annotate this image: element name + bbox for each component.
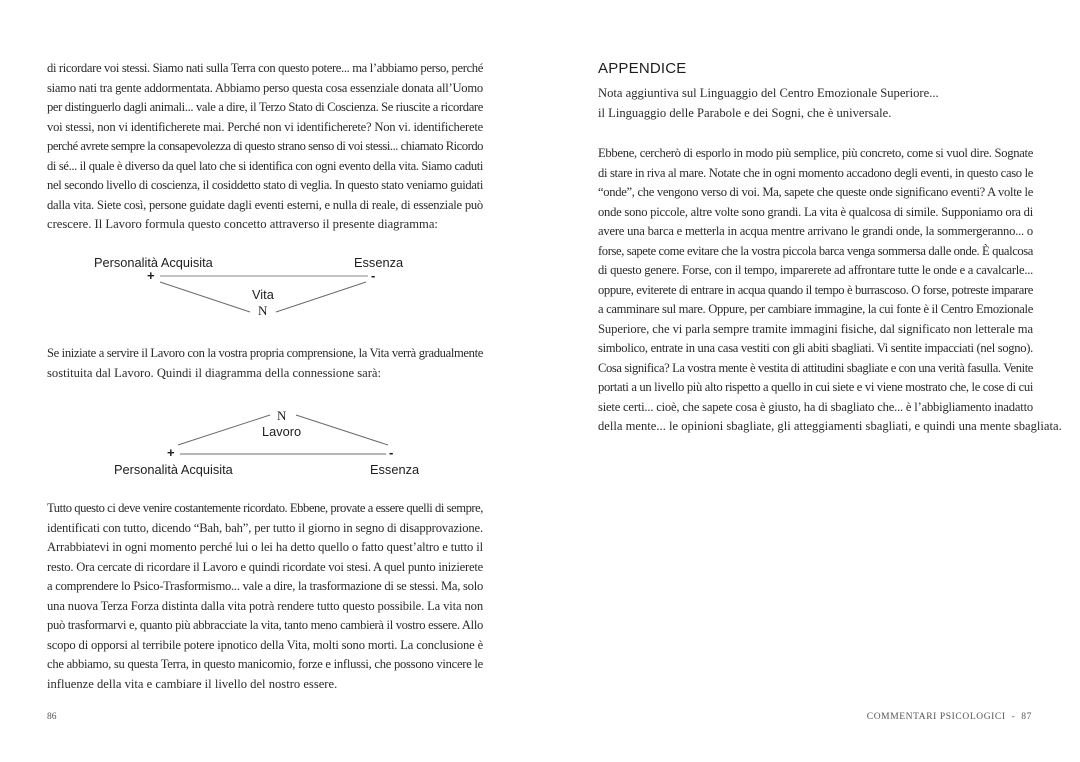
text-line: può trasformarvi e, quanto più abbracciate la vita, tanto meno cambierà il vostro essere. Allo bbox=[47, 618, 483, 632]
text-line: a camminare sul mare. Oppure, per cambiare immagine, la cui fonte è il Centro Emozionale bbox=[598, 302, 1033, 316]
diagram-lavoro-vertex: N bbox=[277, 408, 287, 423]
text-line: “onde”, che vengono verso di voi. Ma, sapete che queste onde significano eventi? A volte le bbox=[598, 185, 1033, 199]
text-line: avere una barca e metterla in acqua mentre arrivano le grandi onde, la sommergeranno... o bbox=[598, 224, 1033, 238]
text-line: siete certi... cioè, che sapete cosa è giusto, ha di sbagliato che... è l’abbigliamento inadatto bbox=[598, 399, 1033, 414]
diagram-vita-left-label: Personalità Acquisita bbox=[94, 255, 213, 270]
text-line: Ebbene, cercherò di esporlo in modo più semplice, più concreto, come si vuol dire. Sognate bbox=[598, 146, 1033, 160]
diagram-lavoro-minus: - bbox=[389, 445, 394, 460]
text-line: siamo nati tra gente addormentata. Abbiamo perso questa cosa essenziale donata all’Uomo bbox=[47, 80, 483, 95]
diagram-vita-vertex: N bbox=[258, 303, 268, 318]
text-line: Arrabbiatevi in ogni momento perché lui o lei ha detto quello o fatto quest’altro e tutto il bbox=[47, 540, 483, 554]
diagram-lavoro-right-edge bbox=[296, 415, 388, 445]
text-line: dalla vita. Siete così, persone guidate dagli eventi esterni, e nulla di reale, di essenziale può bbox=[47, 197, 483, 212]
diagram-lavoro-left-label: Personalità Acquisita bbox=[114, 462, 233, 477]
text-line: nel secondo livello di coscienza, il cosiddetto stato di veglia. In questo stato veniamo guidati bbox=[47, 178, 483, 192]
text-line: Tutto questo ci deve venire costantemente ricordato. Ebbene, provate a essere quelli di sempre, bbox=[47, 501, 483, 515]
text-line: di ricordare voi stessi. Siamo nati sulla Terra con questo potere... ma l’abbiamo perso, perché bbox=[47, 61, 483, 75]
diagram-lavoro bbox=[110, 405, 440, 485]
text-line: che abbiamo, su questa Terra, in questo manicomio, forze e influssi, che possono vincere le bbox=[47, 657, 483, 671]
text-line: identificati con tutto, dicendo “Bah, bah”, per tutto il giorno in segno di disapprovazione. bbox=[47, 520, 483, 535]
text-line: onde sono piccole, altre volte sono grandi. La vita è qualcosa di simile. Supponiamo ora di bbox=[598, 204, 1033, 219]
text-line: sostituita dal Lavoro. Quindi il diagramma della connessione sarà: bbox=[47, 365, 381, 380]
appendix-subtitle-line-1: Nota aggiuntiva sul Linguaggio del Centro Emozionale Superiore... bbox=[598, 86, 939, 100]
diagram-vita-center-label: Vita bbox=[252, 287, 274, 302]
diagram-vita bbox=[90, 250, 450, 325]
left-paragraph-2 bbox=[47, 344, 483, 383]
diagram-lavoro-plus: + bbox=[167, 445, 175, 460]
left-paragraph-1 bbox=[47, 59, 483, 235]
diagram-vita-lines bbox=[90, 250, 450, 325]
text-line: Superiore, che vi parla sempre tramite immagini fisiche, dal significato non letterale ma bbox=[598, 321, 1033, 336]
text-line: per distinguerlo dagli animali... vale a dire, il Terzo Stato di Coscienza. Se riuscite a ricordare bbox=[47, 100, 483, 114]
diagram-vita-right-edge bbox=[276, 282, 366, 312]
text-line: perché avrete sempre la consapevolezza di questo strano senso di voi stessi... chiamato Ricordo bbox=[47, 139, 483, 153]
text-line: Cosa significa? La vostra mente è vestita di attitudini sbagliate e con una verità fasulla. Venite bbox=[598, 360, 1033, 375]
diagram-vita-left-edge bbox=[160, 282, 250, 312]
running-head bbox=[867, 712, 1032, 722]
right-page bbox=[540, 0, 1080, 762]
diagram-vita-right-label: Essenza bbox=[354, 255, 404, 270]
text-line: scopo di opporsi al terribile potere ipnotico della Vita, molti sono morti. La conclusione è bbox=[47, 637, 483, 652]
text-line: della mente... le opinioni sbagliate, gli atteggiamenti sbagliati, e quindi una mente sbagliata. bbox=[598, 419, 1062, 433]
text-line: crescere. Il Lavoro formula questo concetto attraverso il presente diagramma: bbox=[47, 217, 438, 231]
diagram-lavoro-right-label: Essenza bbox=[370, 462, 420, 477]
appendix-subtitle-line-2: il Linguaggio delle Parabole e dei Sogni, che è universale. bbox=[598, 105, 892, 120]
text-line: Se iniziate a servire il Lavoro con la vostra propria comprensione, la Vita verrà gradualmente bbox=[47, 346, 483, 360]
running-head-title: COMMENTARI PSICOLOGICI bbox=[866, 712, 1006, 722]
left-paragraph-3 bbox=[47, 499, 483, 694]
text-line: portati a un livello più alto rispetto a quello in cui siete e vi viene mostrato che, le cose di cui bbox=[598, 380, 1033, 394]
text-line: influenze della vita e cambiare il livello del nostro essere. bbox=[47, 676, 338, 691]
appendix-heading: APPENDICE bbox=[598, 60, 687, 77]
page-number-right: 87 bbox=[1021, 712, 1032, 722]
diagram-vita-plus: + bbox=[147, 268, 155, 283]
text-line: di stare in riva al mare. Notate che in ogni momento accadono degli eventi, in questo caso le bbox=[598, 165, 1033, 180]
diagram-vita-minus: - bbox=[371, 268, 376, 283]
text-line: forse, sapete come evitare che la vostra piccola barca venga sommersa dalle onde. È qualcosa bbox=[598, 243, 1033, 258]
diagram-lavoro-left-edge bbox=[178, 415, 270, 445]
diagram-lavoro-center-label: Lavoro bbox=[262, 424, 302, 439]
text-line: simbolico, entrate in una casa vestiti con gli abiti sbagliati. Vi sentite impacciati (nel sogno). bbox=[598, 341, 1033, 355]
diagram-lavoro-lines bbox=[110, 405, 440, 485]
text-line: resto. Ora cercate di ricordare il Lavoro e quindi ricordate voi stesi. A quel punto inizierete bbox=[47, 559, 483, 574]
running-head-separator: - bbox=[1011, 712, 1016, 722]
text-line: una nuova Terza Forza distinta dalla vita potrà rendere tutto questo possibile. La vita non bbox=[47, 598, 483, 613]
text-line: a comprendere lo Psico-Trasformismo... vale a dire, la trasformazione di se stessi. Ma, solo bbox=[47, 579, 483, 593]
text-line: di sé... il quale è diverso da quel lato che si identifica con ogni evento della vita. Siamo caduti bbox=[47, 158, 483, 173]
text-line: voi stessi, non vi identificherete mai. Perché non vi identificherete? Non vi. identificherete bbox=[47, 119, 483, 134]
text-line: oppure, eviterete di entrare in acqua quando il tempo è burrascoso. O forse, potreste imparare bbox=[598, 282, 1033, 297]
right-paragraph-1 bbox=[598, 144, 1062, 437]
page-number-left: 86 bbox=[47, 712, 57, 722]
text-line: di questo genere. Forse, con il tempo, imparerete ad affrontare tutte le onde e a cavalcarle... bbox=[598, 263, 1033, 277]
